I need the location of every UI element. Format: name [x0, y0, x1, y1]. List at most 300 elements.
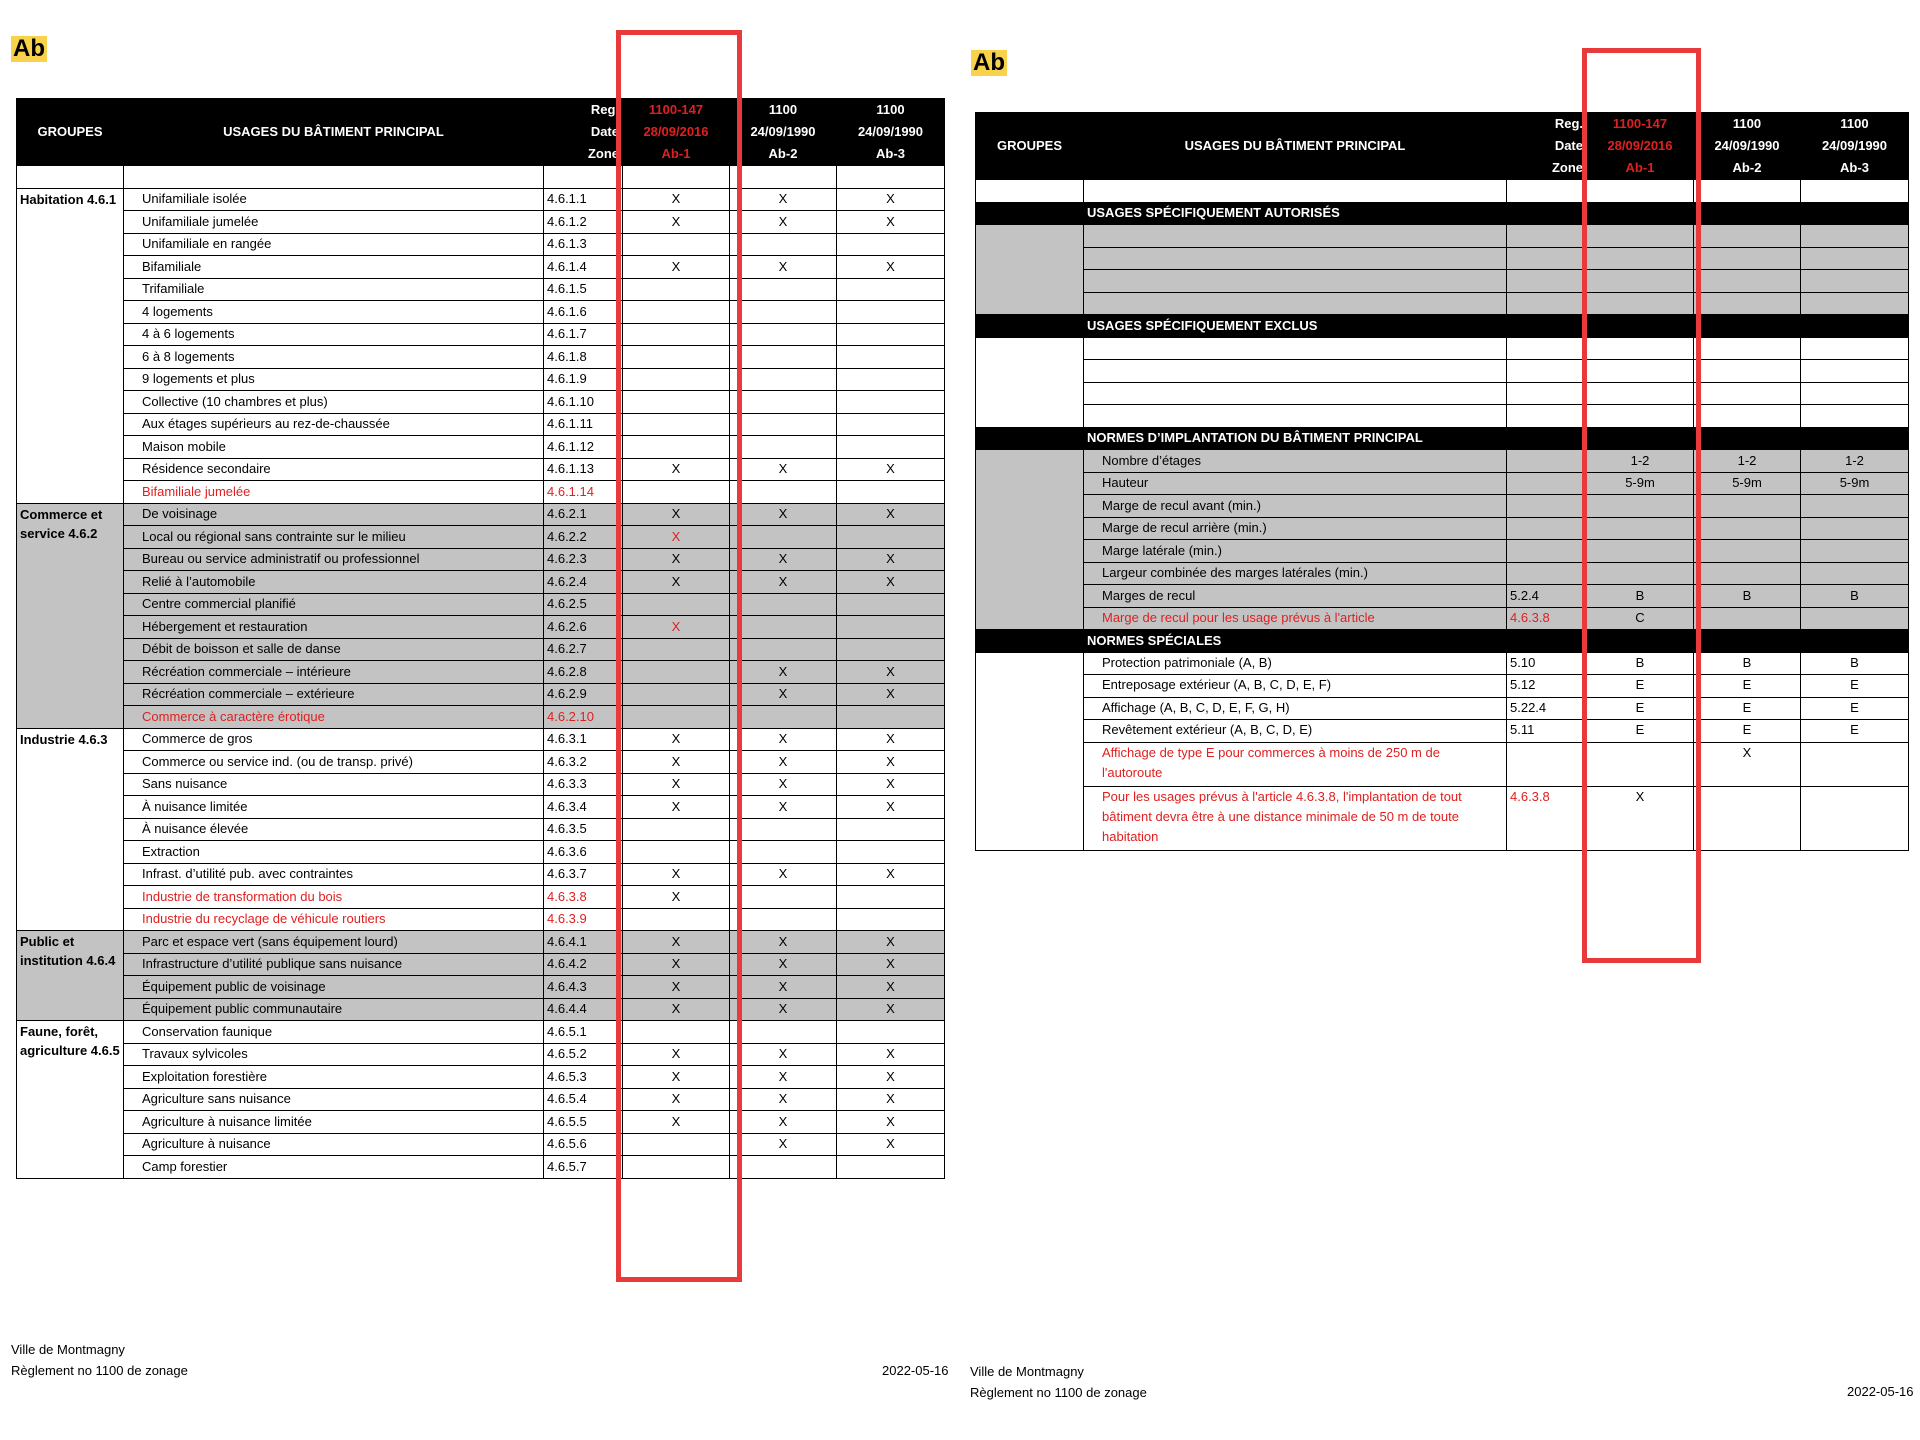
- zone-value: [837, 323, 945, 346]
- group-name: Public et institution 4.6.4: [17, 931, 124, 1021]
- section-title: USAGES SPÉCIFIQUEMENT EXCLUS: [1084, 315, 1909, 338]
- zone-value: E: [1587, 697, 1694, 720]
- usage-code: 4.6.1.10: [544, 391, 623, 414]
- norme-ref: [1507, 495, 1587, 518]
- zone-value: [1801, 517, 1909, 540]
- usage-label: Industrie du recyclage de véhicule routiers: [124, 908, 544, 931]
- zone-value: X: [623, 548, 730, 571]
- zone-value: E: [1587, 720, 1694, 743]
- table-row: [17, 931, 945, 954]
- zone-value: X: [837, 503, 945, 526]
- usage-code: 4.6.1.8: [544, 346, 623, 369]
- zone-value: X: [623, 1088, 730, 1111]
- zone-value: X: [837, 796, 945, 819]
- col-reg: 1100: [1840, 116, 1869, 131]
- norme-ref: 5.2.4: [1507, 585, 1587, 608]
- col-date: 24/09/1990: [1714, 138, 1780, 153]
- norme-label: Marges de recul: [1084, 585, 1507, 608]
- col-zone: Ab-2: [768, 146, 798, 161]
- usage-label: Local ou régional sans contrainte sur le milieu: [124, 526, 544, 549]
- zone-value: [730, 481, 837, 504]
- zone-value: [1801, 540, 1909, 563]
- zone-value: X: [623, 751, 730, 774]
- table-row: [17, 458, 945, 481]
- zone-value: [730, 638, 837, 661]
- zone-value: X: [623, 931, 730, 954]
- usage-label: Relié à l’automobile: [124, 571, 544, 594]
- zone-value: B: [1587, 585, 1694, 608]
- usage-label: 6 à 8 logements: [124, 346, 544, 369]
- zone-value: E: [1801, 675, 1909, 698]
- usage-code: 4.6.2.6: [544, 616, 623, 639]
- zone-value: X: [730, 751, 837, 774]
- usage-code: 4.6.3.2: [544, 751, 623, 774]
- usage-label: Bureau ou service administratif ou professionnel: [124, 548, 544, 571]
- zone-value: [730, 301, 837, 324]
- zone-value: 1-2: [1801, 450, 1909, 473]
- usage-label: Exploitation forestière: [124, 1066, 544, 1089]
- usage-label: Commerce de gros: [124, 728, 544, 751]
- usage-code: 4.6.5.5: [544, 1111, 623, 1134]
- footer-regulation: Règlement no 1100 de zonage: [970, 1385, 1147, 1400]
- norme-label: Protection patrimoniale (A, B): [1084, 652, 1507, 675]
- zone-value: [730, 413, 837, 436]
- usage-code: 4.6.4.2: [544, 953, 623, 976]
- table-row: [17, 346, 945, 369]
- usage-label: Unifamiliale jumelée: [124, 211, 544, 234]
- norme-ref: 4.6.3.8: [1507, 607, 1587, 630]
- empty-cell: [1084, 405, 1507, 428]
- normes-table: [975, 112, 1909, 851]
- table-row: [17, 233, 945, 256]
- norme-ref: 5.11: [1507, 720, 1587, 743]
- usage-code: 4.6.2.1: [544, 503, 623, 526]
- usage-label: Commerce ou service ind. (ou de transp. privé): [124, 751, 544, 774]
- norme-label: Marge de recul arrière (min.): [1084, 517, 1507, 540]
- empty-cell: [1694, 225, 1801, 248]
- spacer-row: [17, 166, 945, 189]
- zone-value: X: [623, 728, 730, 751]
- table-row: [17, 953, 945, 976]
- usage-label: Travaux sylvicoles: [124, 1043, 544, 1066]
- zone-value: X: [730, 953, 837, 976]
- col-zone: Ab-1: [1625, 160, 1655, 175]
- zone-value: [837, 413, 945, 436]
- empty-cell: [730, 166, 837, 189]
- section-title: NORMES D’IMPLANTATION DU BÂTIMENT PRINCIPAL: [1084, 427, 1909, 450]
- empty-cell: [544, 166, 623, 189]
- usage-label: Bifamiliale jumelée: [124, 481, 544, 504]
- table-row: [17, 998, 945, 1021]
- table-row: [17, 211, 945, 234]
- zone-value: X: [837, 1133, 945, 1156]
- table-row: [17, 616, 945, 639]
- usage-label: Agriculture à nuisance: [124, 1133, 544, 1156]
- highlight-box-ab1-left: [616, 30, 742, 1282]
- blank-row: [976, 247, 1909, 270]
- table-row: [17, 593, 945, 616]
- zone-value: X: [730, 863, 837, 886]
- zone-value: X: [837, 998, 945, 1021]
- usage-code: 4.6.5.7: [544, 1156, 623, 1179]
- usage-code: 4.6.1.2: [544, 211, 623, 234]
- usage-code: 4.6.5.2: [544, 1043, 623, 1066]
- usage-code: 4.6.1.3: [544, 233, 623, 256]
- norme-label: Marge de recul avant (min.): [1084, 495, 1507, 518]
- usage-code: 4.6.3.9: [544, 908, 623, 931]
- zone-value: X: [623, 1066, 730, 1089]
- norme-ref: [1507, 517, 1587, 540]
- usage-label: Industrie de transformation du bois: [124, 886, 544, 909]
- section-spacer: [976, 427, 1084, 450]
- header-label: Reg.: [590, 102, 619, 117]
- empty-cell: [1694, 247, 1801, 270]
- zone-value: E: [1694, 675, 1801, 698]
- zone-value: X: [837, 773, 945, 796]
- norme-ref: 5.10: [1507, 652, 1587, 675]
- table-row: [17, 863, 945, 886]
- zone-value: [730, 436, 837, 459]
- zone-value: X: [623, 616, 730, 639]
- header-col-ab-3: [1801, 113, 1909, 180]
- zone-value: [837, 908, 945, 931]
- table-row: [976, 495, 1909, 518]
- zone-value: X: [730, 211, 837, 234]
- usage-label: Aux étages supérieurs au rez-de-chaussée: [124, 413, 544, 436]
- usage-label: À nuisance limitée: [124, 796, 544, 819]
- zone-value: [837, 706, 945, 729]
- footer-right: [970, 1361, 1147, 1403]
- col-date: 24/09/1990: [750, 124, 816, 139]
- norme-label: Largeur combinée des marges latérales (min.): [1084, 562, 1507, 585]
- zone-value: X: [837, 661, 945, 684]
- usage-label: Unifamiliale isolée: [124, 188, 544, 211]
- section-title: NORMES SPÉCIALES: [1084, 630, 1909, 653]
- zone-value: [837, 638, 945, 661]
- blank-row: [976, 292, 1909, 315]
- table-row: [17, 1066, 945, 1089]
- zone-value: [730, 886, 837, 909]
- usage-code: 4.6.4.3: [544, 976, 623, 999]
- usage-code: 4.6.1.14: [544, 481, 623, 504]
- norme-ref: [1507, 450, 1587, 473]
- usage-label: Agriculture sans nuisance: [124, 1088, 544, 1111]
- zone-value: X: [837, 683, 945, 706]
- zone-value: X: [730, 548, 837, 571]
- empty-cell: [1694, 360, 1801, 383]
- section-spacer: [976, 202, 1084, 225]
- zone-value: [1694, 540, 1801, 563]
- table-row: [976, 562, 1909, 585]
- usage-code: 4.6.1.12: [544, 436, 623, 459]
- zone-value: X: [623, 1111, 730, 1134]
- zone-value: X: [730, 1133, 837, 1156]
- zone-value: [1801, 786, 1909, 850]
- header-usages: USAGES DU BÂTIMENT PRINCIPAL: [124, 99, 544, 166]
- usage-code: 4.6.5.3: [544, 1066, 623, 1089]
- table-row: [17, 503, 945, 526]
- zone-value: X: [837, 256, 945, 279]
- zone-value: [730, 278, 837, 301]
- col-reg: 1100: [1732, 116, 1762, 131]
- zone-value: X: [837, 188, 945, 211]
- empty-cell: [1801, 360, 1909, 383]
- zone-value: X: [623, 773, 730, 796]
- zone-value: [730, 368, 837, 391]
- usage-label: Hébergement et restauration: [124, 616, 544, 639]
- usage-label: À nuisance élevée: [124, 818, 544, 841]
- norme-label: Pour les usages prévus à l'article 4.6.3.8, l'implantation de tout bâtiment devra être à une distance minimale de 50 m de toute habitation: [1084, 786, 1507, 850]
- table-row: [17, 751, 945, 774]
- zone-value: [837, 1156, 945, 1179]
- zone-value: X: [623, 953, 730, 976]
- usage-code: 4.6.5.6: [544, 1133, 623, 1156]
- usage-code: 4.6.1.5: [544, 278, 623, 301]
- empty-cell: [124, 166, 544, 189]
- norme-label: Marge de recul pour les usage prévus à l'article: [1084, 607, 1507, 630]
- empty-cell: [1084, 247, 1507, 270]
- zone-value: [837, 233, 945, 256]
- header-label: Reg.: [1554, 116, 1583, 131]
- zone-value: [730, 593, 837, 616]
- header-label: Date: [590, 124, 619, 139]
- usage-code: 4.6.2.4: [544, 571, 623, 594]
- zone-value: [837, 436, 945, 459]
- header-label: Date: [1554, 138, 1583, 153]
- zone-value: X: [730, 796, 837, 819]
- usage-code: 4.6.1.9: [544, 368, 623, 391]
- zone-value: [837, 526, 945, 549]
- norme-ref: [1507, 540, 1587, 563]
- zone-value: [837, 368, 945, 391]
- usage-label: Camp forestier: [124, 1156, 544, 1179]
- empty-cell: [1801, 225, 1909, 248]
- usage-label: Résidence secondaire: [124, 458, 544, 481]
- col-reg: 1100: [768, 102, 798, 117]
- usage-code: 4.6.1.11: [544, 413, 623, 436]
- zone-value: X: [1694, 742, 1801, 786]
- empty-cell: [1694, 270, 1801, 293]
- table-row: [17, 323, 945, 346]
- zone-value: [837, 481, 945, 504]
- norme-ref: [1507, 472, 1587, 495]
- group-cell: [976, 225, 1084, 315]
- blank-row: [976, 360, 1909, 383]
- usage-label: Infrastructure d’utilité publique sans nuisance: [124, 953, 544, 976]
- col-zone: Ab-3: [876, 146, 905, 161]
- header-col-ab-2: [1694, 113, 1801, 180]
- empty-cell: [1507, 382, 1587, 405]
- usage-label: Récréation commerciale – extérieure: [124, 683, 544, 706]
- norme-ref: [1507, 742, 1587, 786]
- section-header: [976, 630, 1909, 653]
- table-row: [17, 706, 945, 729]
- usage-label: Parc et espace vert (sans équipement lourd): [124, 931, 544, 954]
- table-row: [17, 571, 945, 594]
- zone-value: X: [730, 188, 837, 211]
- zone-value: [1694, 607, 1801, 630]
- table-row: [976, 472, 1909, 495]
- table-row: [17, 661, 945, 684]
- usage-label: 4 à 6 logements: [124, 323, 544, 346]
- empty-cell: [1507, 180, 1587, 203]
- usages-table: [16, 98, 945, 1179]
- blank-row: [976, 225, 1909, 248]
- usage-code: 4.6.5.1: [544, 1021, 623, 1044]
- usage-code: 4.6.2.10: [544, 706, 623, 729]
- zone-value: [837, 278, 945, 301]
- section-header: [976, 315, 1909, 338]
- usage-label: Collective (10 chambres et plus): [124, 391, 544, 414]
- zone-value: [837, 1021, 945, 1044]
- zone-value: X: [837, 863, 945, 886]
- usage-code: 4.6.2.7: [544, 638, 623, 661]
- zone-value: X: [623, 188, 730, 211]
- blank-row: [976, 382, 1909, 405]
- zone-value: B: [1694, 585, 1801, 608]
- empty-cell: [1084, 382, 1507, 405]
- usage-label: 4 logements: [124, 301, 544, 324]
- zone-value: X: [730, 1066, 837, 1089]
- table-row: [976, 720, 1909, 743]
- empty-cell: [1084, 292, 1507, 315]
- norme-label: Revêtement extérieur (A, B, C, D, E): [1084, 720, 1507, 743]
- zone-value: X: [1587, 786, 1694, 850]
- norme-label: Nombre d’étages: [1084, 450, 1507, 473]
- zone-value: X: [623, 526, 730, 549]
- zone-value: X: [730, 773, 837, 796]
- table-row: [17, 818, 945, 841]
- empty-cell: [976, 180, 1084, 203]
- zone-value: X: [623, 503, 730, 526]
- zone-value: X: [837, 953, 945, 976]
- zone-value: E: [1801, 720, 1909, 743]
- header-col-ab-2: [730, 99, 837, 166]
- table-row: [17, 1133, 945, 1156]
- table-row: [17, 188, 945, 211]
- header-labels: [544, 99, 623, 166]
- table-row: [17, 773, 945, 796]
- zone-value: X: [730, 976, 837, 999]
- usage-label: Débit de boisson et salle de danse: [124, 638, 544, 661]
- zone-value: X: [730, 728, 837, 751]
- table-row: [17, 1021, 945, 1044]
- zone-value: [1694, 562, 1801, 585]
- zone-value: [730, 323, 837, 346]
- table-row: [976, 742, 1909, 786]
- table-row: [17, 908, 945, 931]
- header-labels: [1507, 113, 1587, 180]
- empty-cell: [1507, 405, 1587, 428]
- usage-code: 4.6.2.3: [544, 548, 623, 571]
- zone-value: X: [623, 796, 730, 819]
- table-row: [17, 886, 945, 909]
- table-row: [17, 548, 945, 571]
- zone-value: X: [837, 976, 945, 999]
- footer-date-left: 2022-05-16: [882, 1363, 949, 1378]
- usage-label: Récréation commerciale – intérieure: [124, 661, 544, 684]
- zone-value: B: [1801, 585, 1909, 608]
- zone-value: B: [1587, 652, 1694, 675]
- zone-value: [1694, 786, 1801, 850]
- zone-value: X: [623, 458, 730, 481]
- header-groupes: GROUPES: [17, 99, 124, 166]
- zone-value: [1694, 495, 1801, 518]
- empty-cell: [1801, 292, 1909, 315]
- zone-value: [837, 593, 945, 616]
- zone-value: [730, 391, 837, 414]
- zone-value: X: [730, 256, 837, 279]
- table-row: [976, 450, 1909, 473]
- table-row: [976, 585, 1909, 608]
- usage-label: Conservation faunique: [124, 1021, 544, 1044]
- zone-value: X: [837, 211, 945, 234]
- empty-cell: [1694, 180, 1801, 203]
- empty-cell: [1084, 337, 1507, 360]
- col-zone: Ab-3: [1840, 160, 1869, 175]
- usage-code: 4.6.3.7: [544, 863, 623, 886]
- group-cell: [976, 652, 1084, 850]
- zone-value: E: [1801, 697, 1909, 720]
- zone-badge-left: Ab: [13, 35, 45, 62]
- table-row: [17, 976, 945, 999]
- section-header: [976, 202, 1909, 225]
- empty-cell: [1507, 247, 1587, 270]
- table-row: [976, 652, 1909, 675]
- usage-label: Agriculture à nuisance limitée: [124, 1111, 544, 1134]
- norme-label: Entreposage extérieur (A, B, C, D, E, F): [1084, 675, 1507, 698]
- header-row: [17, 99, 945, 166]
- highlight-box-ab1-right: [1582, 48, 1701, 963]
- zone-value: C: [1587, 607, 1694, 630]
- zone-value: [1801, 607, 1909, 630]
- zone-value: [837, 301, 945, 324]
- usage-code: 4.6.3.6: [544, 841, 623, 864]
- zone-value: 5-9m: [1801, 472, 1909, 495]
- zone-value: X: [730, 661, 837, 684]
- zone-value: X: [623, 571, 730, 594]
- section-spacer: [976, 315, 1084, 338]
- empty-cell: [1694, 337, 1801, 360]
- empty-cell: [1801, 180, 1909, 203]
- header-label: Zone: [1551, 160, 1583, 175]
- table-row: [17, 413, 945, 436]
- usage-code: 4.6.1.13: [544, 458, 623, 481]
- empty-cell: [17, 166, 124, 189]
- empty-cell: [1801, 337, 1909, 360]
- usage-code: 4.6.2.2: [544, 526, 623, 549]
- zone-value: X: [730, 458, 837, 481]
- zone-value: [730, 818, 837, 841]
- empty-cell: [1801, 270, 1909, 293]
- empty-cell: [1694, 382, 1801, 405]
- zone-value: X: [730, 571, 837, 594]
- norme-label: Affichage (A, B, C, D, E, F, G, H): [1084, 697, 1507, 720]
- table-row: [976, 675, 1909, 698]
- group-cell: [976, 337, 1084, 427]
- zone-value: X: [837, 1043, 945, 1066]
- empty-cell: [1084, 225, 1507, 248]
- table-row: [17, 526, 945, 549]
- zone-value: X: [837, 728, 945, 751]
- usage-label: Maison mobile: [124, 436, 544, 459]
- header-row: [976, 113, 1909, 180]
- usage-label: De voisinage: [124, 503, 544, 526]
- empty-cell: [1507, 337, 1587, 360]
- zone-value: [1801, 742, 1909, 786]
- col-reg: 1100-147: [648, 102, 704, 117]
- table-row: [17, 796, 945, 819]
